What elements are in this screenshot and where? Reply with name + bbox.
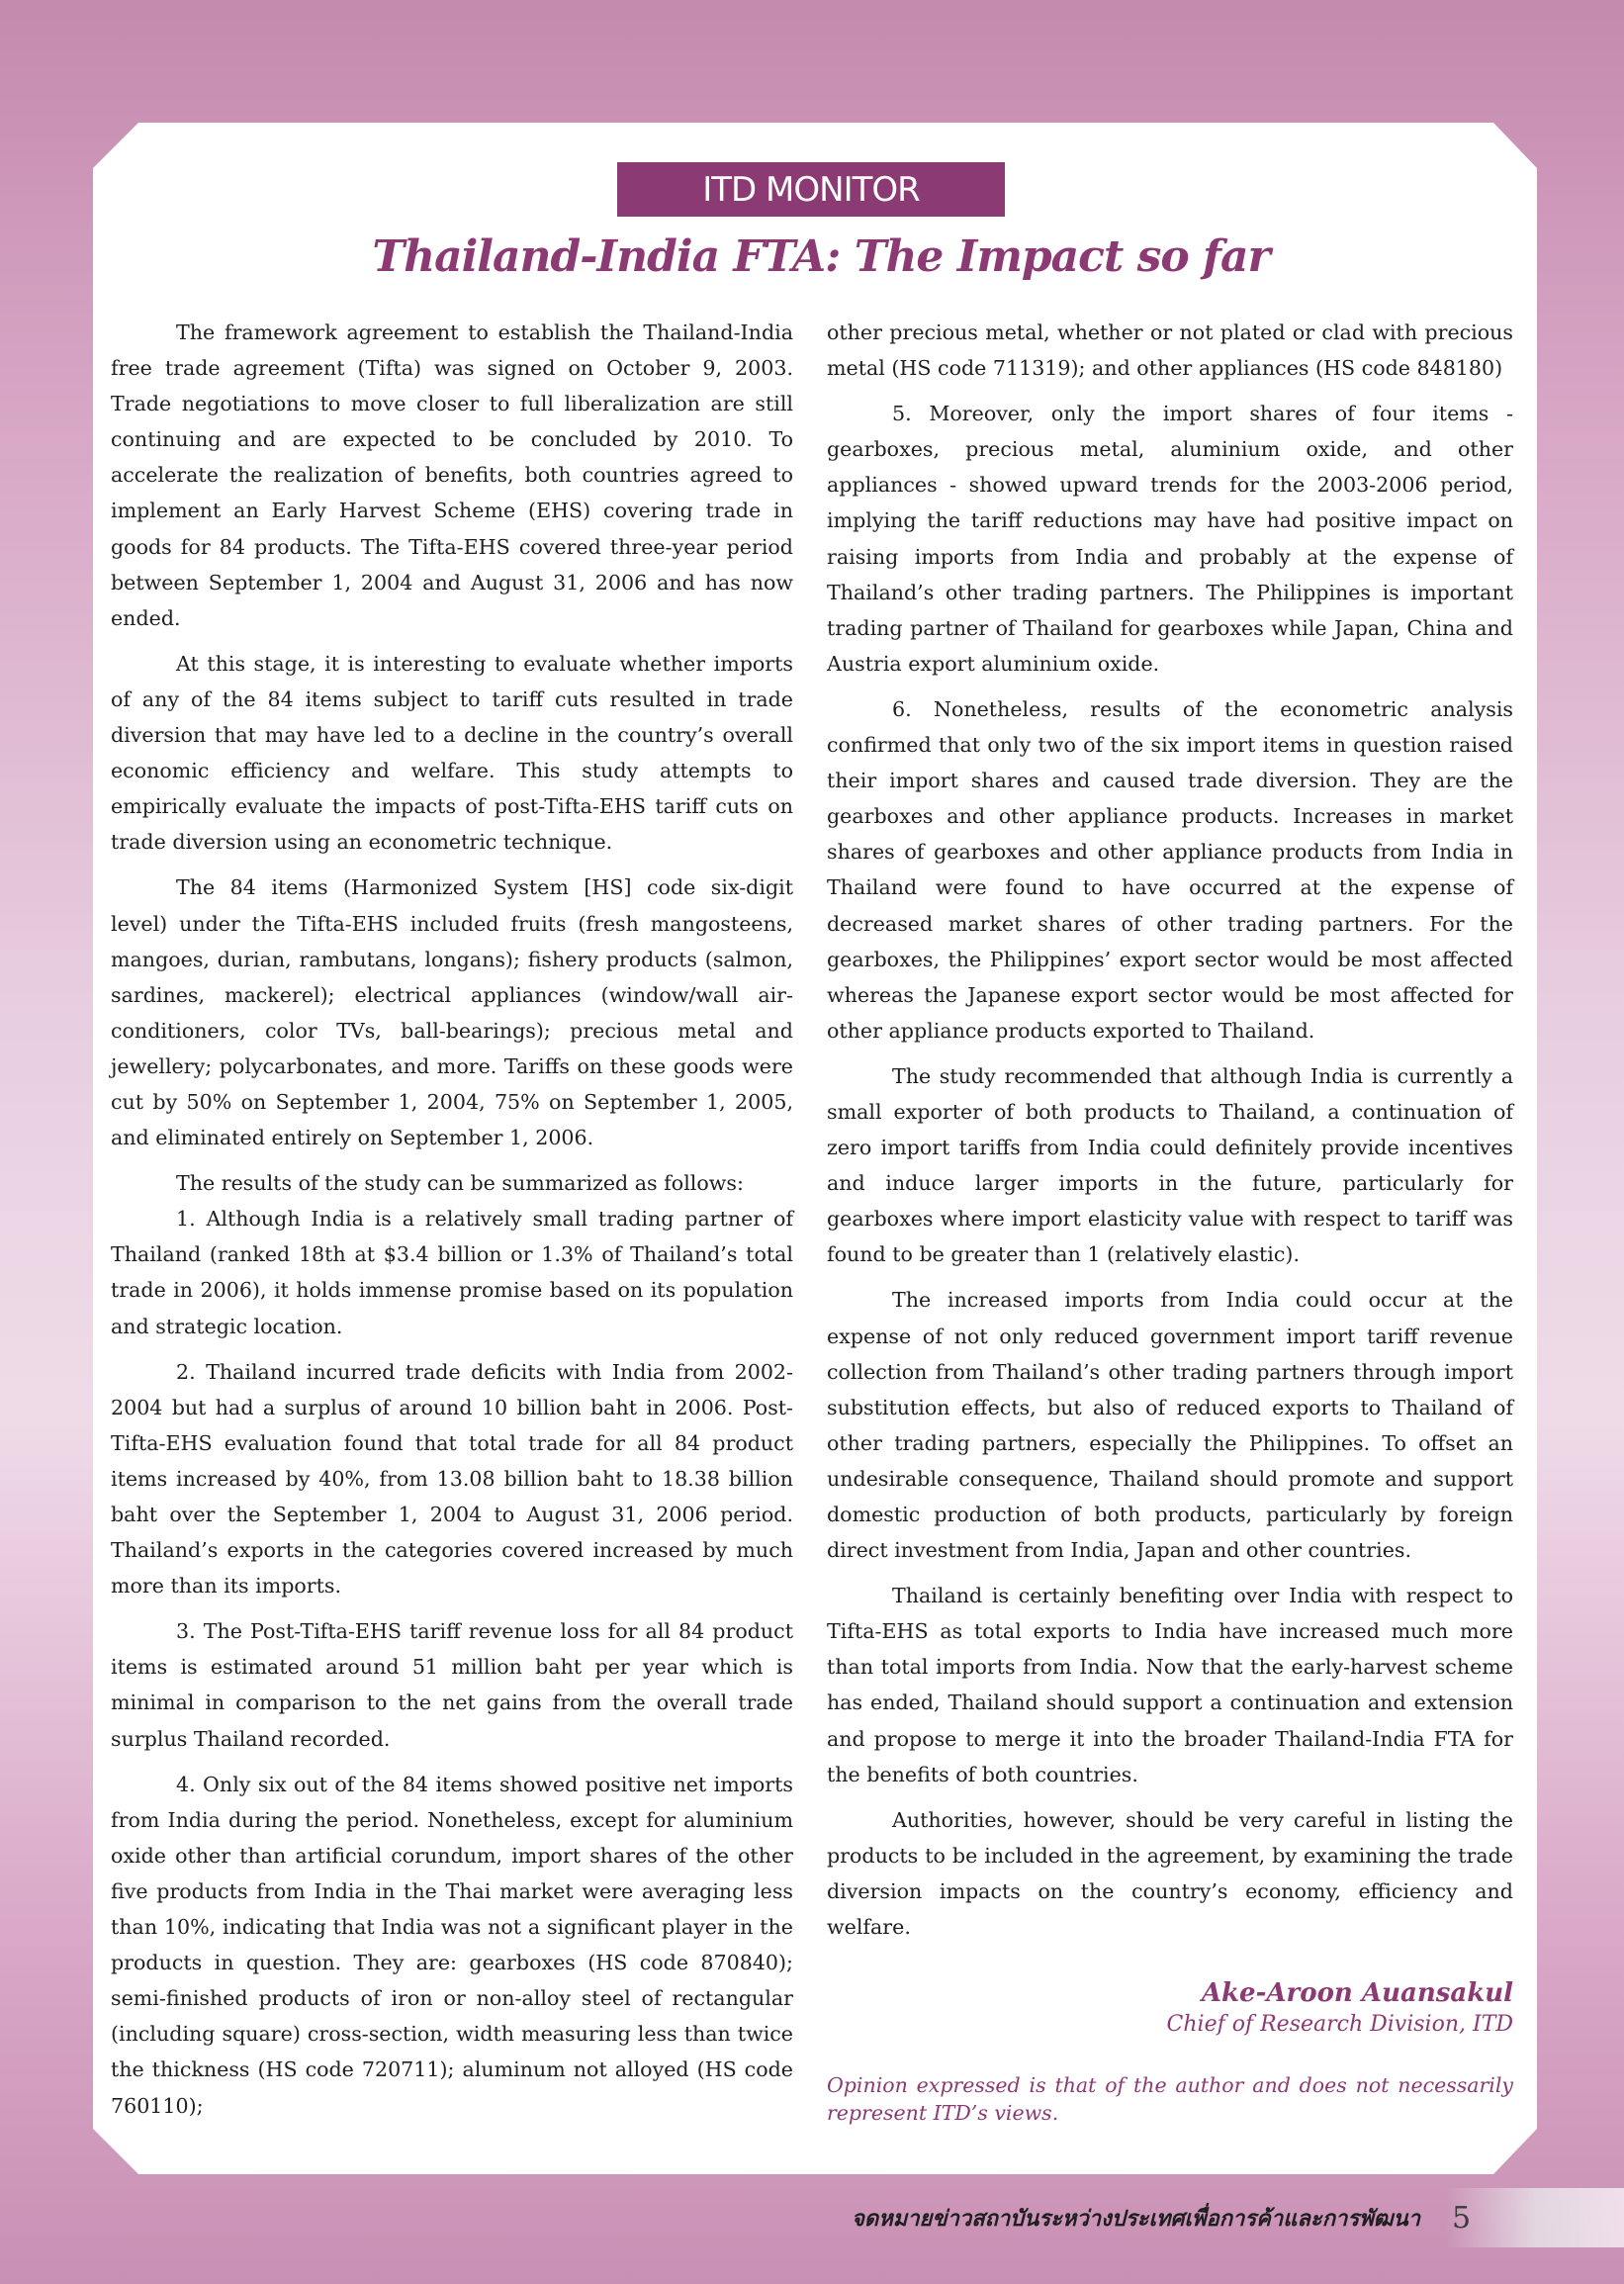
paragraph: 2. Thailand incurred trade deficits with India from 2002-2004 but had a surplus of around 10 billion baht in 2006. Post-Tifta-EHS evaluation found that total trade for all 84 product items increased by 40%, from 13.08 billion baht to 18.38 billion baht over the September 1, 2004 to August 31, 2006 period. Thailand’s exports in the categories covered increased by much more than its imports. bbox=[111, 1359, 793, 1599]
author-block bbox=[1167, 1976, 1513, 2040]
paragraph: The results of the study can be summarized as follows: bbox=[176, 1171, 744, 1196]
page-footer bbox=[843, 2188, 1624, 2247]
paragraph: The framework agreement to establish the Thailand-India free trade agreement (Tifta) was signed on October 9, 2003. Trade negotiations to move closer to full liberalization are still continuing and are expected to be concluded by 2010. To accelerate the realization of benefits, both countries agreed to implement an Early Harvest Scheme (EHS) covering trade in goods for 84 products. The Tifta-EHS covered three-year period between September 1, 2004 and August 31, 2006 and has now ended. bbox=[111, 320, 793, 630]
section-banner: ITD MONITOR bbox=[617, 162, 1005, 217]
paragraph: 5. Moreover, only the import shares of four items - gearboxes, precious metal, aluminium oxide, and other appliances - showed upward trends for the 2003-2006 period, implying the tariff reductions may have had positive impact on raising imports from India and probably at the expense of Thailand’s other trading partners. The Philippines is important trading partner of Thailand for gearboxes while Japan, China and Austria export aluminium oxide. bbox=[827, 402, 1513, 676]
paragraph: other precious metal, whether or not plated or clad with precious metal (HS code 711319); and other appliances (HS code 848180) bbox=[827, 320, 1513, 381]
paragraph: The increased imports from India could occur at the expense of not only reduced government import tariff revenue collection from Thailand’s other trading partners through import substitution effects, but also of reduced exports to Thailand of other trading partners, especially the Philippines. To offset an undesirable consequence, Thailand should promote and support domestic production of both products, particularly by foreign direct investment from India, Japan and other countries. bbox=[827, 1288, 1513, 1563]
paragraph: Authorities, however, should be very careful in listing the products to be included in the agreement, by examining the trade diversion impacts on the country’s economy, efficiency and welfare. bbox=[827, 1807, 1513, 1940]
right-column bbox=[827, 315, 1513, 1955]
paragraph: The 84 items (Harmonized System [HS] code six-digit level) under the Tifta-EHS included fruits (fresh mangosteens, mangoes, durian, rambutans, longans); fishery products (salmon, sardines, mackerel); electrical appliances (window/wall air-conditioners, color TVs, ball-bearings); precious metal and jewellery; polycarbonates, and more. Tariffs on these goods were cut by 50% on September 1, 2004, 75% on September 1, 2005, and eliminated entirely on September 1, 2006. bbox=[111, 875, 793, 1150]
author-role: Chief of Research Division, ITD bbox=[1166, 2012, 1513, 2037]
paragraph: 6. Nonetheless, results of the econometric analysis confirmed that only two of the six import items in question raised their import shares and caused trade diversion. They are the gearboxes and other appliance products. Increases in market shares of gearboxes and other appliance products from India in Thailand were found to have occurred at the expense of decreased market shares of other trading partners. For the gearboxes, the Philippines’ export sector would be most affected whereas the Japanese export sector would be most affected for other appliance products exported to Thailand. bbox=[827, 696, 1513, 1043]
paragraph: Thailand is certainly benefiting over India with respect to Tifta-EHS as total exports to India have increased much more than total imports from India. Now that the early-harvest scheme has ended, Thailand should support a continuation and extension and propose to merge it into the broader Thailand-India FTA for the benefits of both countries. bbox=[827, 1584, 1513, 1786]
paragraph: The study recommended that although India is currently a small exporter of both products to Thailand, a continuation of zero import tariffs from India could definitely provide incentives and induce larger imports in the future, particularly for gearboxes where import elasticity value with respect to tariff was found to be greater than 1 (relatively elastic). bbox=[827, 1063, 1513, 1267]
paragraph: 4. Only six out of the 84 items showed positive net imports from India during the period. Nonetheless, except for aluminium oxide other than artificial corundum, import shares of the other five products from India in the Thai market were averaging less than 10%, indicating that India was not a significant player in the products in question. They are: gearboxes (HS code 870840); semi-finished products of iron or non-alloy steel of rectangular (including square) cross-section, width measuring less than twice the thickness (HS code 720711); aluminum not alloyed (HS code 760110); bbox=[111, 1772, 793, 2118]
author-name: Ake-Aroon Auansakul bbox=[1201, 1978, 1513, 2008]
left-column bbox=[111, 315, 793, 2134]
disclaimer: Opinion expressed is that of the author and does not necessarily represent ITD’s views. bbox=[827, 2073, 1513, 2125]
paragraph: 3. The Post-Tifta-EHS tariff revenue loss for all 84 product items is estimated around 51 million baht per year which is minimal in comparison to the net gains from the overall trade surplus Thailand recorded. bbox=[111, 1619, 793, 1751]
paragraph: 1. Although India is a relatively small trading partner of Thailand (ranked 18th at $3.4 billion or 1.3% of Thailand’s total trade in 2006), it holds immense promise based on its population and strategic location. bbox=[111, 1207, 793, 1338]
publication-name: จดหมายข่าวสถาบันระหว่างประเทศเพื่อการค้าและการพัฒนา bbox=[852, 2206, 1420, 2232]
article-title: Thailand-India FTA: The Impact so far bbox=[372, 231, 1270, 282]
page-number: 5 bbox=[1446, 2188, 1624, 2247]
paragraph: At this stage, it is interesting to evaluate whether imports of any of the 84 items subject to tariff cuts resulted in trade diversion that may have led to a decline in the country’s overall economic efficiency and welfare. This study attempts to empirically evaluate the impacts of post-Tifta-EHS tariff cuts on trade diversion using an econometric technique. bbox=[111, 651, 793, 855]
